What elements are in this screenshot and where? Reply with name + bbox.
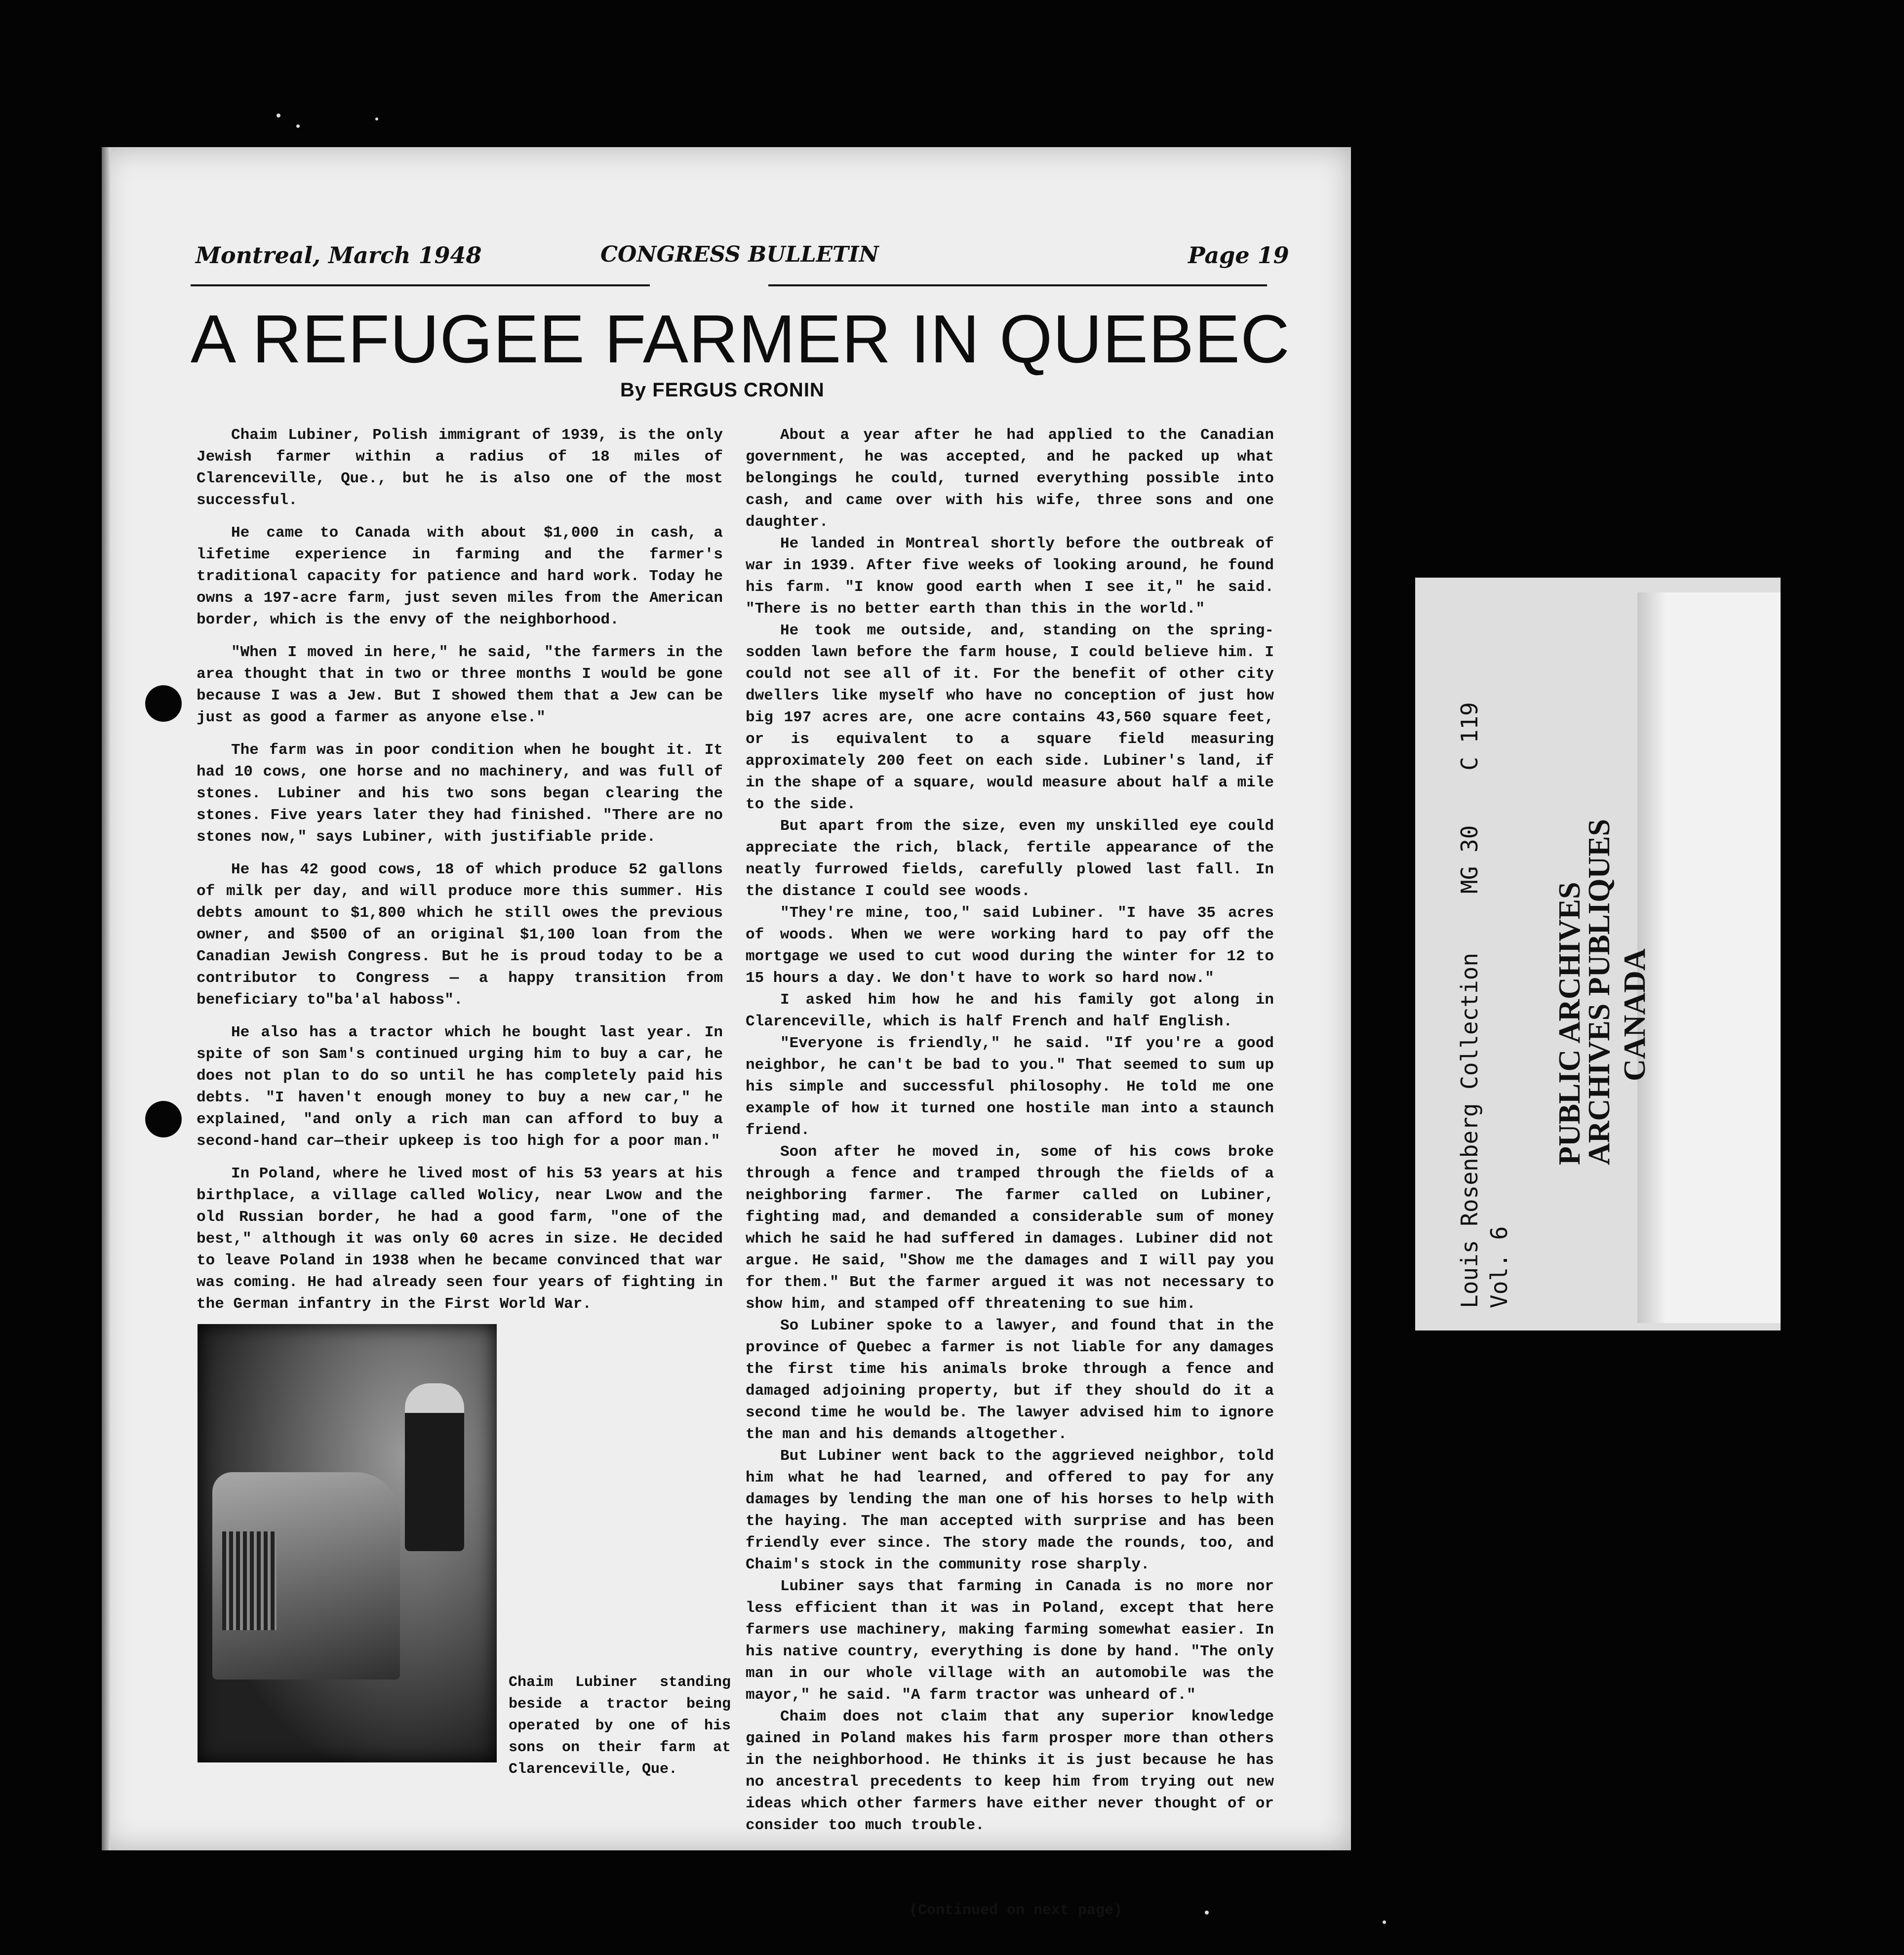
standing-man — [405, 1383, 464, 1551]
tractor-grille — [222, 1531, 277, 1630]
label-fold — [1637, 592, 1781, 1323]
archives-line-1: PUBLIC ARCHIVES — [1553, 882, 1587, 1165]
paragraph: But apart from the size, even my unskilled eye could appreciate the rich, black, fertile appearance of the neatly furrowed fields, carefully plowed last fall. In the distance I could see woods. — [746, 818, 1274, 900]
collection-name: Louis Rosenberg Collection — [1456, 952, 1483, 1308]
farm-photo — [198, 1324, 497, 1762]
punch-hole-bottom — [145, 1101, 182, 1137]
paragraph: Chaim Lubiner, Polish immigrant of 1939, is the only Jewish farmer within a radius of 18 miles of Clarenceville, Que., but he is also one of the most successful. — [197, 427, 723, 509]
paragraph: "Everyone is friendly," he said. "If you're a good neighbor, he can't be bad to you." That seemed to sum up his simple and successful philosophy. He told me one example of how it turned one hostile man into a staunch friend. — [746, 1035, 1274, 1139]
photo-caption: Chaim Lubiner standing beside a tractor being operated by one of his sons on their farm at Clarenceville, Que. — [509, 1674, 731, 1778]
paragraph: So Lubiner spoke to a lawyer, and found that in the province of Quebec a farmer is not liable for any damages the first time his animals broke through a fence and damaged adjoining property, but if they should do it a second time he would be. The lawyer advised him to ignore the man and his demands altogether. — [746, 1317, 1274, 1443]
paragraph: But Lubiner went back to the aggrieved neighbor, told him what he had learned, and offered to pay for any damages by lending the man one of his horses to help with the haying. The man accepted with surprise and has been friendly ever since. The story made the rounds, too, and Chaim's stock in the community rose sharply. — [746, 1447, 1274, 1573]
paragraph: He landed in Montreal shortly before the outbreak of war in 1939. After five weeks of looking around, he found his farm. "I know good earth when I see it," he said. "There is no better earth than this in the world." — [746, 535, 1274, 618]
header-publication: CONGRESS BULLETIN — [600, 242, 879, 267]
article-column-left — [197, 425, 723, 1326]
archives-line-2: ARCHIVES PUBLIQUES — [1583, 819, 1616, 1165]
article-column-right — [746, 425, 1274, 1837]
paragraph: I asked him how he and his family got along in Clarenceville, which is half French and half English. — [746, 991, 1274, 1030]
paragraph: About a year after he had applied to the Canadian government, he was accepted, and he packed up what belongings he could, turned everything possible into cash, and came over with his wife, three sons and one daughter. — [746, 427, 1274, 531]
paragraph: "When I moved in here," he said, "the farmers in the area thought that in two or three months I would be gone because I was a Jew. But I showed them that a Jew can be just as good a farmer as anyone else." — [197, 644, 723, 726]
archive-reference: MG 30 C 119 — [1456, 702, 1483, 894]
archive-label-card — [1415, 578, 1781, 1330]
paragraph: The farm was in poor condition when he bought it. It had 10 cows, one horse and no machinery, and was full of stones. Lubiner and his two sons began clearing the stones. Five years later they had finished. "There are no stones now," says Lubiner, with justifiable pride. — [197, 742, 723, 846]
paragraph: He took me outside, and, standing on the spring-sodden lawn before the farm house, I could believe him. I could not see all of it. For the benefit of other city dwellers like myself who have no conception of just how big 197 acres are, one acre contains 43,560 square feet, or is equivalent to a square field measuring approximately 200 feet on each side. Lubiner's land, if in the shape of a square, would measure about half a mile to the side. — [746, 622, 1274, 813]
article-byline: By FERGUS CRONIN — [620, 379, 825, 401]
film-speck — [1205, 1911, 1209, 1915]
paragraph: He also has a tractor which he bought last year. In spite of son Sam's continued urging him to buy a car, he does not plan to do so until he has completely paid his debts. "I haven't enough money to buy a new car," he explained, "and only a rich man can afford to buy a second-hand car—their upkeep is too high for a poor man." — [197, 1024, 723, 1150]
paragraph: "They're mine, too," said Lubiner. "I have 35 acres of woods. When we were working hard to pay off the mortgage we used to cut wood during the winter for 12 to 15 hours a day. We don't have to work so hard now." — [746, 904, 1274, 987]
paragraph: Lubiner says that farming in Canada is no more nor less efficient than it was in Poland, except that here farmers use machinery, making farming somewhat easier. In his native country, everything is done by hand. "The only man in our whole village with an automobile was the mayor," he said. "A farm tractor was unheard of." — [746, 1578, 1274, 1704]
paragraph: He came to Canada with about $1,000 in cash, a lifetime experience in farming and the farmer's traditional capacity for patience and hard work. Today he owns a 197-acre farm, just seven miles from the American border, which is the envy of the neighborhood. — [197, 524, 723, 628]
film-speck — [1383, 1920, 1386, 1924]
header-rule-left — [191, 284, 650, 286]
paragraph: Soon after he moved in, some of his cows broke through a fence and tramped through the fields of a neighboring farmer. The farmer called on Lubiner, fighting mad, and demanded a considerable sum of money which he said he had suffered in damages. Lubiner did not argue. He said, "Show me the damages and I will pay you for them." But the farmer argued it was not necessary to show him, and stamped off threatening to sue him. — [746, 1143, 1274, 1313]
header-rule-right — [768, 284, 1267, 286]
film-speck — [277, 114, 280, 117]
header-page-number: Page 19 — [1188, 242, 1289, 269]
bulletin-page — [102, 147, 1351, 1919]
film-speck — [375, 117, 378, 120]
article-title: A REFUGEE FARMER IN QUEBEC — [191, 301, 1290, 377]
paragraph: He has 42 good cows, 18 of which produce 52 gallons of milk per day, and will produce more this summer. His debts amount to $1,800 which he still owes the previous owner, and $500 of an original $1,100 loan from the Canadian Jewish Congress. But he is proud today to be a contributor to Congress — a happy transition from beneficiary to"ba'al haboss". — [197, 861, 723, 1009]
collection-volume: Vol. 6 — [1486, 1226, 1512, 1308]
continued-note: (Continued on next page) — [909, 1902, 1123, 1919]
header-date: Montreal, March 1948 — [196, 242, 482, 269]
punch-hole-top — [145, 685, 182, 722]
archives-line-3: CANADA — [1618, 948, 1652, 1081]
paragraph: Chaim does not claim that any superior knowledge gained in Poland makes his farm prosper more than others in the neighborhood. He thinks it is just because he has no ancestral precedents to keep him from trying out new ideas which other farmers have either never thought of or consider too much trouble. — [746, 1708, 1274, 1834]
paragraph: In Poland, where he lived most of his 53 years at his birthplace, a village called Wolicy, near Lwow and the old Russian border, he had a good farm, "one of the best," although it was only 60 acres in size. He decided to leave Poland in 1938 when he became convinced that war was coming. He had already seen four years of fighting in the German infantry in the First World War. — [197, 1165, 723, 1313]
film-speck — [296, 124, 300, 128]
